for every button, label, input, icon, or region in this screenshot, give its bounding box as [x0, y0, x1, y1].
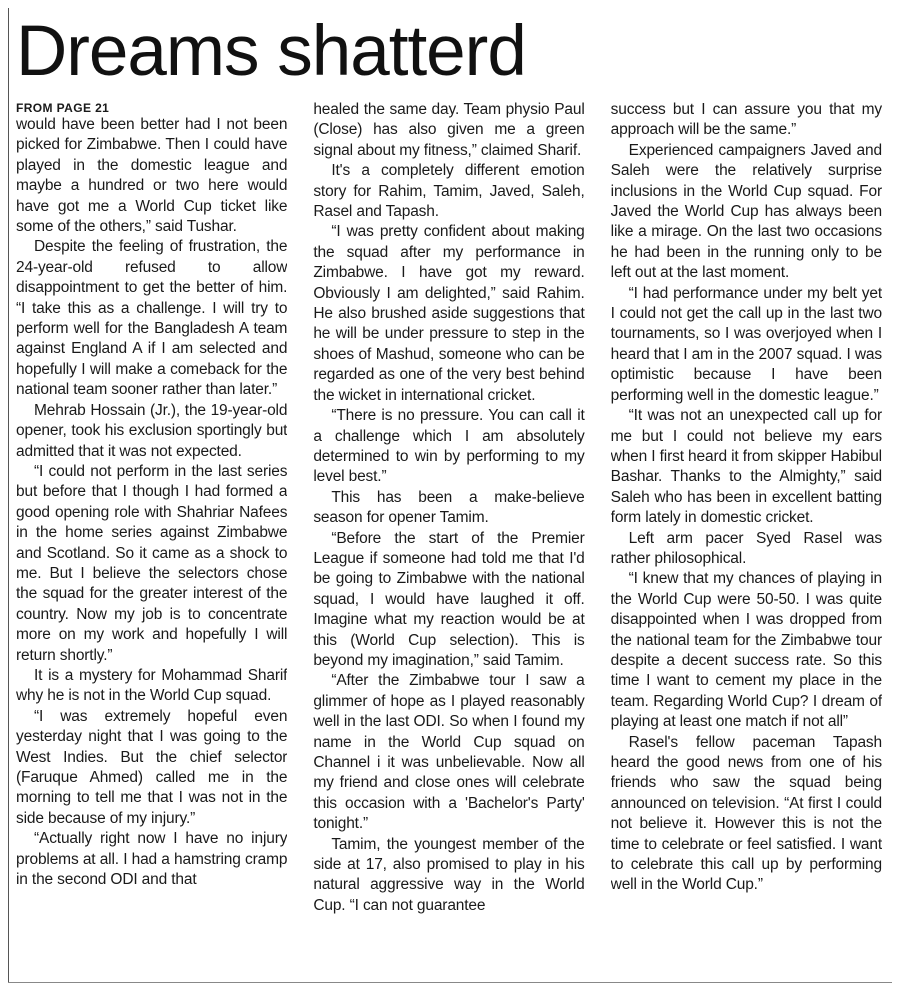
continued-from-label: FROM PAGE 21: [16, 101, 110, 115]
paragraph: “Before the start of the Premier League if someone had told me that I'd be going to Zimbabwe with the national squad, I would have laughed it off. Imagine what my reaction would be at this (World Cup selection). This is beyond my imagination,” said Tamim.: [313, 529, 585, 669]
paragraph: would have been better had I not been picked for Zimbabwe. Then I could have played in the domestic league and maybe a hundred or two here would have got me a World Cup ticket like some of the others,” said Tushar.: [16, 116, 288, 236]
paragraph: “Actually right now I have no injury problems at all. I had a hamstring cramp in the second ODI and that: [16, 830, 288, 889]
paragraph: “I had performance under my belt yet I could not get the call up in the last two tournaments, so I was overjoyed when I heard that I am in the 2007 squad. I was optimistic because I have been performing well in the domestic league.”: [610, 284, 882, 404]
bottom-rule: [8, 982, 892, 983]
paragraph: Tamim, the youngest member of the side at 17, also promised to play in his natural aggressive way in the World Cup. “I can not guarantee: [313, 835, 585, 914]
paragraph: “I was extremely hopeful even yesterday night that I was going to the West Indies. But the chief selector (Faruque Ahmed) called me in the morning to tell me that I was not in the side because of my injury.”: [16, 707, 288, 827]
column-3: [611, 100, 882, 980]
paragraph: “After the Zimbabwe tour I saw a glimmer of hope as I played reasonably well in the last ODI. So when I found my name in the World Cup squad on Channel i it was unbelievable. Now all my friend and close ones will celebrate this occasion with a 'Bachelor's Party' tonight.”: [313, 672, 585, 833]
column-1: [16, 100, 287, 980]
paragraph: “I was pretty confident about making the squad after my performance in Zimbabwe. I have got my reward. Obviously I am delighted,” said Rahim. He also brushed aside suggestions that he will be under pressure to step in the shoes of Mashud, someone who can be regarded as one of the very best behind the wicket in international cricket.: [313, 223, 585, 404]
paragraph: Mehrab Hossain (Jr.), the 19-year-old opener, took his exclusion sportingly but admitted that it was not expected.: [16, 401, 288, 460]
paragraph: Despite the feeling of frustration, the 24-year-old refused to allow disappointment to get the better of him. “I take this as a challenge. I will try to perform well for the Bangladesh A team against England A if I am selected and hopefully I will make a comeback for the national team sooner rather than later.”: [16, 238, 288, 399]
paragraph: “I knew that my chances of playing in the World Cup were 50-50. I was quite disappointed when I was dropped from the national team for the Zimbabwe tour despite a decent success rate. So this time I want to cement my place in the team. Regarding World Cup? I dream of playing at least one match if not all”: [610, 570, 882, 731]
paragraph: Experienced campaigners Javed and Saleh were the relatively surprise inclusions in the World Cup squad. For Javed the World Cup has always been like a mirage. On the last two occasions he had been in the running only to be left out at the last moment.: [610, 141, 882, 282]
paragraph: Left arm pacer Syed Rasel was rather philosophical.: [610, 529, 882, 567]
paragraph: “It was not an unexpected call up for me but I could not believe my ears when I first heard it from skipper Habibul Bashar. Thanks to the Almighty,” said Saleh who has been in excellent batting form lately in domestic cricket.: [610, 407, 882, 527]
headline: Dreams shatterd: [16, 12, 526, 91]
column-2: [313, 100, 584, 980]
paragraph: success but I can assure you that my approach will be the same.”: [610, 101, 882, 139]
paragraph: “There is no pressure. You can call it a challenge which I am absolutely determined to win by performing to my level best.”: [313, 407, 585, 486]
paragraph: healed the same day. Team physio Paul (Close) has also given me a green signal about my fitness,” claimed Sharif.: [313, 101, 585, 159]
paragraph: It's a completely different emotion story for Rahim, Tamim, Javed, Saleh, Rasel and Tapash.: [313, 162, 585, 221]
paragraph: Rasel's fellow paceman Tapash heard the good news from one of his friends who saw the squad being announced on television. “At first I could not believe it. However this is not the time to celebrate or feel satisfied. I want to celebrate this call up by performing well in the World Cup.”: [610, 733, 882, 894]
article-body: [16, 100, 882, 980]
left-column-rule: [8, 8, 9, 982]
paragraph: It is a mystery for Mohammad Sharif why he is not in the World Cup squad.: [16, 666, 288, 705]
paragraph: “I could not perform in the last series but before that I though I had formed a good opening role with Shahriar Nafees in the home series against Zimbabwe and Scotland. So it came as a shock to me. But I believe the selectors chose the squad for the greater interest of the country. Now my job is to concentrate more on my work and hopefully I will return shortly.”: [16, 462, 288, 664]
paragraph: This has been a make-believe season for opener Tamim.: [313, 488, 585, 527]
